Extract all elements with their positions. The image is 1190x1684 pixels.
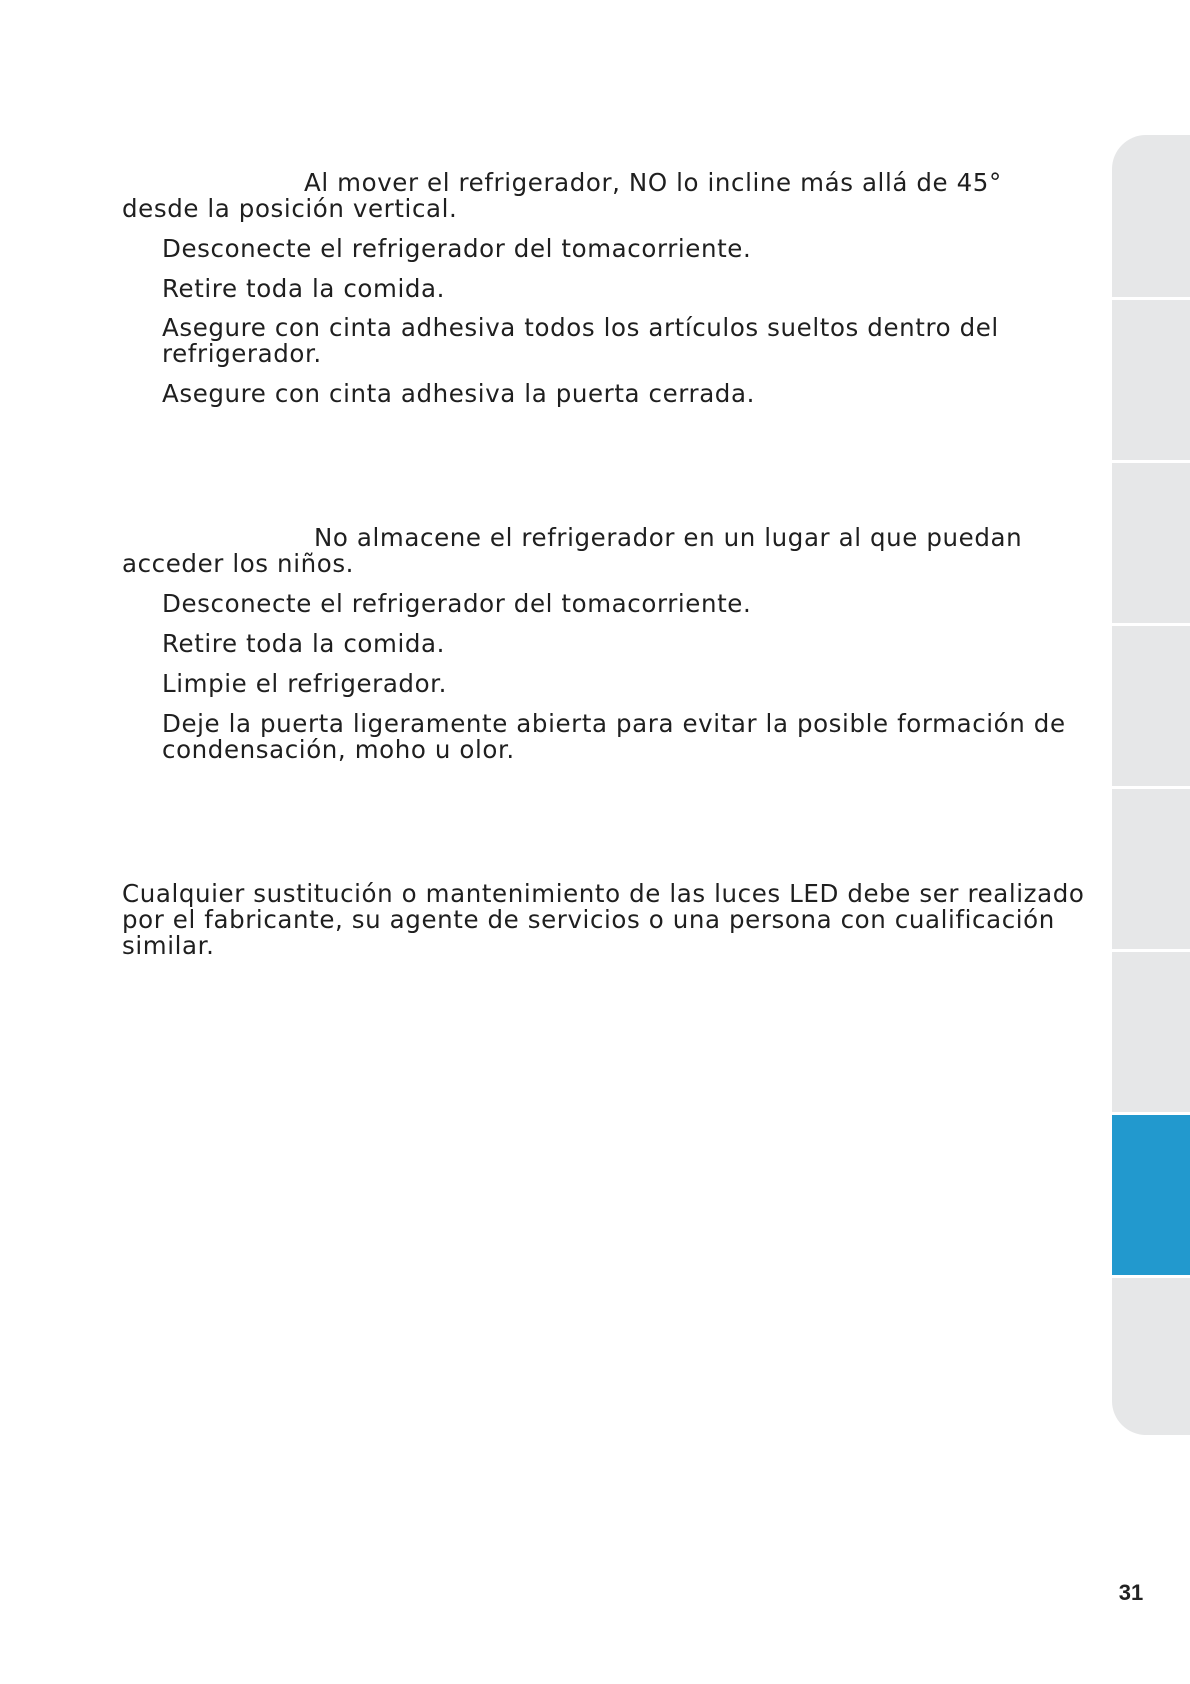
chapter-tab-2 bbox=[1112, 300, 1190, 460]
storage-step-4: Deje la puerta ligeramente abierta para evitar la posible formación de bbox=[162, 709, 1066, 738]
led-line-3: similar. bbox=[122, 931, 215, 960]
moving-step-2: Retire toda la comida. bbox=[162, 274, 446, 303]
moving-step-4: Asegure con cinta adhesiva la puerta cerrada. bbox=[162, 379, 755, 408]
chapter-tab-4 bbox=[1112, 626, 1190, 786]
led-line-1: Cualquier sustitución o mantenimiento de las luces LED debe ser realizado bbox=[122, 879, 1085, 908]
chapter-tab-5 bbox=[1112, 789, 1190, 949]
chapter-tabs bbox=[1112, 135, 1190, 1435]
chapter-tab-6 bbox=[1112, 952, 1190, 1112]
chapter-tab-8 bbox=[1112, 1278, 1190, 1435]
page-number: 31 bbox=[1118, 1580, 1144, 1605]
storage-intro-line-1 bbox=[122, 525, 1022, 551]
storage-step-1: Desconecte el refrigerador del tomacorriente. bbox=[162, 589, 752, 618]
moving-step-1: Desconecte el refrigerador del tomacorriente. bbox=[162, 234, 752, 263]
storage-intro-line-2: acceder los niños. bbox=[122, 549, 355, 578]
moving-step-3-cont: refrigerador. bbox=[162, 339, 322, 368]
storage-step-4-cont: condensación, moho u olor. bbox=[162, 735, 515, 764]
led-line-2: por el fabricante, su agente de servicios o una persona con cualificación bbox=[122, 905, 1055, 934]
moving-intro-text: Al mover el refrigerador, NO lo incline más allá de 45° bbox=[304, 168, 1002, 197]
storage-step-3: Limpie el refrigerador. bbox=[162, 669, 447, 698]
storage-step-2: Retire toda la comida. bbox=[162, 629, 446, 658]
moving-intro-line-2: desde la posición vertical. bbox=[122, 194, 458, 223]
chapter-tab-7-active bbox=[1112, 1115, 1190, 1275]
storage-intro-text: No almacene el refrigerador en un lugar al que puedan bbox=[314, 523, 1023, 552]
chapter-tab-1 bbox=[1112, 135, 1190, 297]
moving-step-3: Asegure con cinta adhesiva todos los artículos sueltos dentro del bbox=[162, 313, 999, 342]
moving-intro-line-1 bbox=[122, 170, 1002, 196]
chapter-tab-3 bbox=[1112, 463, 1190, 623]
